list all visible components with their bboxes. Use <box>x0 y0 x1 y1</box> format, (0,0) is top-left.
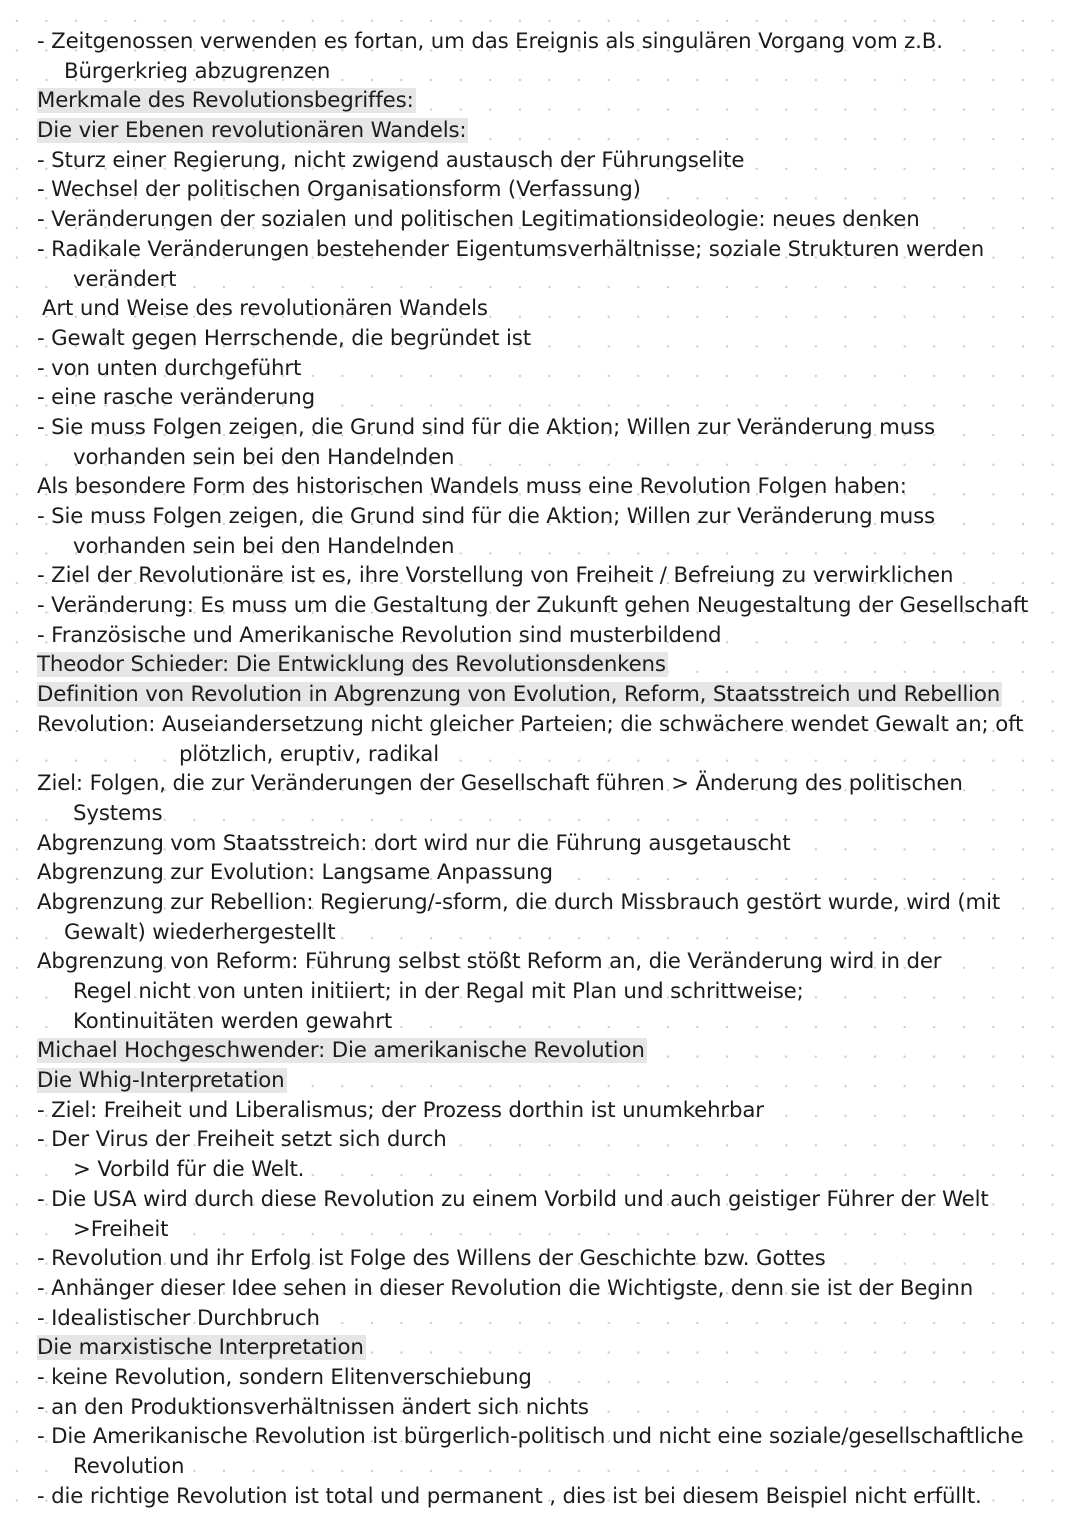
text-line <box>0 1274 1080 1304</box>
line-text: - Die USA wird durch diese Revolution zu einem Vorbild und auch geistiger Führer der Welt <box>37 1186 989 1212</box>
heading-text: Die marxistische Interpretation <box>37 1335 364 1361</box>
heading-line <box>0 650 1080 680</box>
text-line <box>0 443 1080 473</box>
text-line <box>0 1215 1080 1245</box>
line-text: - an den Produktionsverhältnissen ändert sich nichts <box>37 1394 589 1420</box>
text-line <box>0 1185 1080 1215</box>
heading-line <box>0 1066 1080 1096</box>
text-line <box>0 532 1080 562</box>
text-line <box>0 1125 1080 1155</box>
heading-text: Theodor Schieder: Die Entwicklung des Revolutionsdenkens <box>37 652 666 678</box>
line-text: Gewalt) wiederhergestellt <box>64 919 336 945</box>
text-line <box>0 769 1080 799</box>
text-line <box>0 413 1080 443</box>
heading-text: Die vier Ebenen revolutionären Wandels: <box>37 118 467 144</box>
line-text: Regel nicht von unten initiiert; in der Regal mit Plan und schrittweise; <box>73 979 804 1004</box>
text-line <box>0 205 1080 235</box>
text-line <box>0 918 1080 948</box>
heading-line <box>0 1036 1080 1066</box>
line-text: Abgrenzung zur Rebellion: Regierung/-sform, die durch Missbrauch gestört wurde, wird (mit <box>37 889 1001 915</box>
text-line <box>0 858 1080 888</box>
line-text: - Zeitgenossen verwenden es fortan, um das Ereignis als singulären Vorgang vom z.B. <box>37 29 943 54</box>
line-text: - die richtige Revolution ist total und permanent , dies ist bei diesem Beispiel nicht erfüllt. <box>37 1483 982 1509</box>
text-line <box>0 1422 1080 1452</box>
line-text: - von unten durchgeführt <box>37 355 302 381</box>
text-line <box>0 472 1080 502</box>
text-line <box>0 1007 1080 1037</box>
heading-line <box>0 1333 1080 1363</box>
text-line <box>0 740 1080 770</box>
text-line <box>0 947 1080 977</box>
text-line <box>0 977 1080 1007</box>
line-text: Revolution: Auseiandersetzung nicht gleicher Parteien; die schwächere wendet Gewalt an; oft <box>37 711 1024 737</box>
heading-text: Definition von Revolution in Abgrenzung von Evolution, Reform, Staatsstreich und Rebellion <box>37 682 1001 708</box>
line-text: Bürgerkrieg abzugrenzen <box>64 58 331 84</box>
line-text: Abgrenzung vom Staatsstreich: dort wird nur die Führung ausgetauscht <box>37 830 791 856</box>
line-text: - Der Virus der Freiheit setzt sich durch <box>37 1127 447 1153</box>
line-text: - Sie muss Folgen zeigen, die Grund sind für die Aktion; Willen zur Veränderung muss <box>37 504 935 529</box>
line-text: - Sturz einer Regierung, nicht zwigend austausch der Führungselite <box>37 147 745 173</box>
text-line <box>0 1452 1080 1482</box>
text-line <box>0 1482 1080 1512</box>
text-line <box>0 57 1080 87</box>
text-line <box>0 829 1080 859</box>
line-text: Abgrenzung zur Evolution: Langsame Anpassung <box>37 860 553 886</box>
text-line <box>0 1363 1080 1393</box>
text-line <box>0 294 1080 324</box>
line-text: - keine Revolution, sondern Elitenverschiebung <box>37 1364 532 1390</box>
line-text: - Sie muss Folgen zeigen, die Grund sind für die Aktion; Willen zur Veränderung muss <box>37 414 935 440</box>
text-line <box>0 175 1080 205</box>
line-text: - Radikale Veränderungen bestehender Eigentumsverhältnisse; soziale Strukturen werden <box>37 236 985 262</box>
line-text: Kontinuitäten werden gewahrt <box>73 1008 393 1034</box>
text-line <box>0 502 1080 532</box>
text-line <box>0 591 1080 621</box>
line-text: vorhanden sein bei den Handelnden <box>73 444 455 470</box>
heading-text: Merkmale des Revolutionsbegriffes: <box>37 88 414 114</box>
line-text: - Ziel: Freiheit und Liberalismus; der Prozess dorthin ist unumkehrbar <box>37 1097 764 1123</box>
line-text: - Wechsel der politischen Organisationsform (Verfassung) <box>37 177 641 203</box>
line-text: - Die Amerikanische Revolution ist bürgerlich-politisch und nicht eine soziale/gesellschaftliche <box>37 1424 1024 1450</box>
text-line <box>0 1304 1080 1334</box>
line-text: - Veränderung: Es muss um die Gestaltung der Zukunft gehen Neugestaltung der Gesellschaft <box>37 593 1029 619</box>
text-line <box>0 1393 1080 1423</box>
line-text: Systems <box>73 800 163 826</box>
text-line <box>0 146 1080 176</box>
text-line <box>0 354 1080 384</box>
text-line <box>0 561 1080 591</box>
line-text: > Vorbild für die Welt. <box>73 1157 305 1183</box>
text-line <box>0 888 1080 918</box>
text-line <box>0 27 1080 57</box>
line-text: Revolution <box>73 1454 185 1479</box>
line-text: Abgrenzung von Reform: Führung selbst stößt Reform an, die Veränderung wird in der <box>37 949 942 975</box>
text-line <box>0 324 1080 354</box>
line-text: - Französische und Amerikanische Revolution sind musterbildend <box>37 622 722 648</box>
line-text: - eine rasche veränderung <box>37 385 315 411</box>
line-text: - Gewalt gegen Herrschende, die begründet ist <box>37 325 531 351</box>
line-text: Art und Weise des revolutionären Wandels <box>42 296 488 322</box>
text-line <box>0 383 1080 413</box>
heading-line <box>0 86 1080 116</box>
line-text: Ziel: Folgen, die zur Veränderungen der Gesellschaft führen > Änderung des politischen <box>37 771 963 797</box>
text-line <box>0 621 1080 651</box>
line-text: - Ziel der Revolutionäre ist es, ihre Vorstellung von Freiheit / Befreiung zu verwirklichen <box>37 563 954 589</box>
heading-text: Michael Hochgeschwender: Die amerikanische Revolution <box>37 1038 645 1064</box>
text-line <box>0 265 1080 295</box>
heading-line <box>0 116 1080 146</box>
line-text: - Revolution und ihr Erfolg ist Folge des Willens der Geschichte bzw. Gottes <box>37 1246 826 1272</box>
text-line <box>0 799 1080 829</box>
line-text: plötzlich, eruptiv, radikal <box>179 741 439 767</box>
line-text: - Anhänger dieser Idee sehen in dieser Revolution die Wichtigste, denn sie ist der Beginn <box>37 1275 974 1301</box>
line-text: - Idealistischer Durchbruch <box>37 1305 320 1331</box>
text-line <box>0 710 1080 740</box>
line-text: vorhanden sein bei den Handelnden <box>73 533 455 559</box>
text-line <box>0 1155 1080 1185</box>
line-text: >Freiheit <box>73 1216 169 1242</box>
text-line <box>0 1244 1080 1274</box>
text-line <box>0 1096 1080 1126</box>
line-text: Als besondere Form des historischen Wandels muss eine Revolution Folgen haben: <box>37 474 907 500</box>
heading-text: Die Whig-Interpretation <box>37 1068 285 1094</box>
line-text: - Veränderungen der sozialen und politischen Legitimationsideologie: neues denken <box>37 207 920 233</box>
heading-line <box>0 680 1080 710</box>
line-text: verändert <box>73 266 177 292</box>
text-line <box>0 235 1080 265</box>
